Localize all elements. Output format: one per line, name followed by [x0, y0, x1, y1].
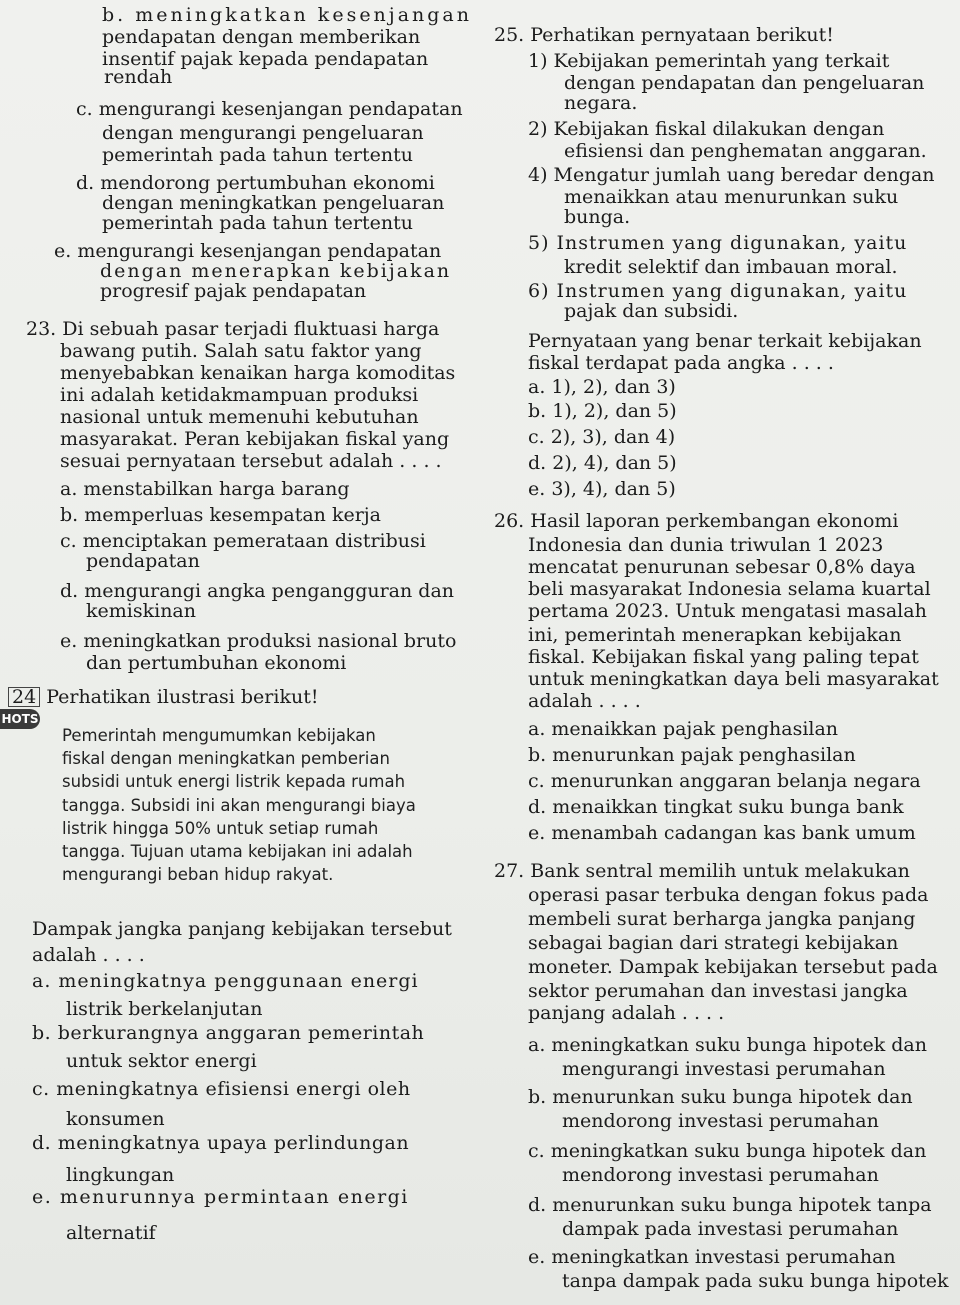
q24-box-line7: mengurangi beban hidup rakyat. [62, 865, 334, 885]
q25-statement-6-line1: 6) Instrumen yang digunakan, yaitu [528, 280, 908, 302]
q27-stem-line4: sebagai bagian dari strategi kebijakan [528, 932, 899, 954]
q25-statement-1-line3: negara. [564, 92, 638, 114]
q24-option-b-line2: untuk sektor energi [66, 1050, 257, 1072]
q22-option-c-line2: dengan mengurangi pengeluaran [102, 122, 424, 144]
q24-option-c-line1: c. meningkatnya efisiensi energi oleh [32, 1078, 411, 1100]
q24-option-c-line2: konsumen [66, 1108, 165, 1130]
q25-statement-2-line2: efisiensi dan penghematan anggaran. [564, 140, 927, 162]
q22-option-b-line4: rendah [104, 66, 173, 88]
q25-option-e: e. 3), 4), dan 5) [528, 478, 676, 500]
q22-option-e-line3: progresif pajak pendapatan [100, 280, 367, 302]
q25-statement-1-line2: dengan pendapatan dan pengeluaran [564, 72, 925, 94]
q24-intro: Perhatikan ilustrasi berikut! [46, 686, 319, 708]
q24-option-e-line1: e. menurunnya permintaan energi [32, 1186, 409, 1208]
q26-option-b: b. menurunkan pajak penghasilan [528, 744, 856, 766]
q26-stem-line3: mencatat penurunan sebesar 0,8% daya [528, 556, 916, 578]
q26-stem-line7: fiskal. Kebijakan fiskal yang paling tepat [528, 646, 919, 668]
q25-option-c: c. 2), 3), dan 4) [528, 426, 676, 448]
q27-option-e-line2: tanpa dampak pada suku bunga hipotek [562, 1270, 949, 1292]
q23-stem-line6: masyarakat. Peran kebijakan fiskal yang [60, 428, 450, 450]
q26-option-a: a. menaikkan pajak penghasilan [528, 718, 839, 740]
q27-stem-line6: sektor perumahan dan investasi jangka [528, 980, 908, 1002]
q27-option-c-line1: c. meningkatkan suku bunga hipotek dan [528, 1140, 927, 1162]
q27-stem-line7: panjang adalah . . . . [528, 1002, 725, 1024]
q25-statement-4-line1: 4) Mengatur jumlah uang beredar dengan [528, 164, 935, 186]
q24-question-line2: adalah . . . . [32, 944, 145, 966]
q27-option-d-line1: d. menurunkan suku bunga hipotek tanpa [528, 1194, 932, 1216]
q25-question-line2: fiskal terdapat pada angka . . . . [528, 352, 834, 374]
q25-statement-2-line1: 2) Kebijakan fiskal dilakukan dengan [528, 118, 885, 140]
q25-statement-4-line2: menaikkan atau menurunkan suku [564, 186, 899, 208]
q23-option-e-line1: e. meningkatkan produksi nasional bruto [60, 630, 457, 652]
hots-badge: HOTS [0, 709, 40, 729]
q25-statement-5-line2: kredit selektif dan imbauan moral. [564, 256, 898, 278]
q26-stem-line8: untuk meningkatkan daya beli masyarakat [528, 668, 939, 690]
q27-option-e-line1: e. meningkatkan investasi perumahan [528, 1246, 896, 1268]
q24-box-line5: listrik hingga 50% untuk setiap rumah [62, 818, 379, 838]
q25-statement-6-line2: pajak dan subsidi. [564, 300, 739, 322]
q25-statement-1-line1: 1) Kebijakan pemerintah yang terkait [528, 50, 890, 72]
q24-option-a-line2: listrik berkelanjutan [66, 998, 263, 1020]
q23-stem-line5: nasional untuk memenuhi kebutuhan [60, 406, 419, 428]
q23-option-b: b. memperluas kesempatan kerja [60, 504, 381, 526]
q24-option-e-line2: alternatif [66, 1222, 156, 1244]
q22-option-d-line1: d. mendorong pertumbuhan ekonomi [76, 172, 435, 194]
q26-option-d: d. menaikkan tingkat suku bunga bank [528, 796, 904, 818]
q26-stem-line4: beli masyarakat Indonesia selama kuartal [528, 578, 931, 600]
q23-stem-line2: bawang putih. Salah satu faktor yang [60, 340, 422, 362]
q24-number: 24 [8, 687, 40, 707]
q26-stem-line9: adalah . . . . [528, 690, 641, 712]
q23-stem-line1: 23. Di sebuah pasar terjadi fluktuasi harga [26, 318, 440, 340]
q23-option-e-line2: dan pertumbuhan ekonomi [86, 652, 347, 674]
q27-option-d-line2: dampak pada investasi perumahan [562, 1218, 899, 1240]
q27-stem-line5: moneter. Dampak kebijakan tersebut pada [528, 956, 938, 978]
q27-option-c-line2: mendorong investasi perumahan [562, 1164, 879, 1186]
q22-option-e-line2: dengan menerapkan kebijakan [100, 260, 452, 282]
q22-option-d-line2: dengan meningkatkan pengeluaran [102, 192, 445, 214]
q24-box-line6: tangga. Tujuan utama kebijakan ini adalah [62, 842, 413, 862]
q23-option-d-line1: d. mengurangi angka pengangguran dan [60, 580, 455, 602]
q24-heading [8, 686, 318, 708]
q22-option-b-line2: pendapatan dengan memberikan [102, 26, 421, 48]
q25-statement-5-line1: 5) Instrumen yang digunakan, yaitu [528, 232, 908, 254]
q27-stem-line1: 27. Bank sentral memilih untuk melakukan [494, 860, 910, 882]
q26-stem-line1: 26. Hasil laporan perkembangan ekonomi [494, 510, 899, 532]
q25-statement-4-line3: bunga. [564, 206, 631, 228]
q27-option-b-line2: mendorong investasi perumahan [562, 1110, 879, 1132]
q25-option-a: a. 1), 2), dan 3) [528, 376, 676, 398]
q23-stem-line3: menyebabkan kenaikan harga komoditas [60, 362, 456, 384]
q23-option-a: a. menstabilkan harga barang [60, 478, 350, 500]
q22-option-d-line3: pemerintah pada tahun tertentu [102, 212, 413, 234]
q25-stem: 25. Perhatikan pernyataan berikut! [494, 24, 834, 46]
q26-option-c: c. menurunkan anggaran belanja negara [528, 770, 921, 792]
q22-option-c-line3: pemerintah pada tahun tertentu [102, 144, 413, 166]
q24-box-line4: tangga. Subsidi ini akan mengurangi biaya [62, 795, 416, 815]
q22-option-e-line1: e. mengurangi kesenjangan pendapatan [54, 240, 442, 262]
q23-stem-line7: sesuai pernyataan tersebut adalah . . . . [60, 450, 442, 472]
q24-box-line1: Pemerintah mengumumkan kebijakan [62, 726, 376, 745]
q26-stem-line2: Indonesia dan dunia triwulan 1 2023 [528, 534, 884, 556]
q24-box-line2: fiskal dengan meningkatkan pemberian [62, 749, 390, 769]
q22-option-c-line1: c. mengurangi kesenjangan pendapatan [76, 98, 463, 120]
q23-option-c-line1: c. menciptakan pemerataan distribusi [60, 530, 426, 552]
q27-option-a-line2: mengurangi investasi perumahan [562, 1058, 886, 1080]
q24-option-d-line2: lingkungan [66, 1164, 175, 1186]
q23-option-d-line2: kemiskinan [86, 600, 196, 622]
q22-option-b-line1: b. meningkatkan kesenjangan [102, 4, 472, 26]
q25-option-d: d. 2), 4), dan 5) [528, 452, 677, 474]
q25-question-line1: Pernyataan yang benar terkait kebijakan [528, 330, 922, 352]
q27-stem-line2: operasi pasar terbuka dengan fokus pada [528, 884, 929, 906]
q27-option-b-line1: b. menurunkan suku bunga hipotek dan [528, 1086, 913, 1108]
q22-option-b-line3: insentif pajak kepada pendapatan [102, 48, 429, 70]
q25-option-b: b. 1), 2), dan 5) [528, 400, 677, 422]
q27-stem-line3: membeli surat berharga jangka panjang [528, 908, 916, 930]
q26-stem-line6: ini, pemerintah menerapkan kebijakan [528, 624, 902, 646]
q26-stem-line5: pertama 2023. Untuk mengatasi masalah [528, 600, 927, 622]
q27-option-a-line1: a. meningkatkan suku bunga hipotek dan [528, 1034, 927, 1056]
q24-question-line1: Dampak jangka panjang kebijakan tersebut [32, 918, 452, 940]
q24-illustration-box [62, 724, 462, 904]
q24-option-a-line1: a. meningkatnya penggunaan energi [32, 970, 419, 992]
q24-box-line3: subsidi untuk energi listrik kepada rumah [62, 772, 406, 792]
q23-option-c-line2: pendapatan [86, 550, 200, 572]
q26-option-e: e. menambah cadangan kas bank umum [528, 822, 916, 844]
q24-option-d-line1: d. meningkatnya upaya perlindungan [32, 1132, 410, 1154]
q23-stem-line4: ini adalah ketidakmampuan produksi [60, 384, 419, 406]
q24-option-b-line1: b. berkurangnya anggaran pemerintah [32, 1022, 425, 1044]
